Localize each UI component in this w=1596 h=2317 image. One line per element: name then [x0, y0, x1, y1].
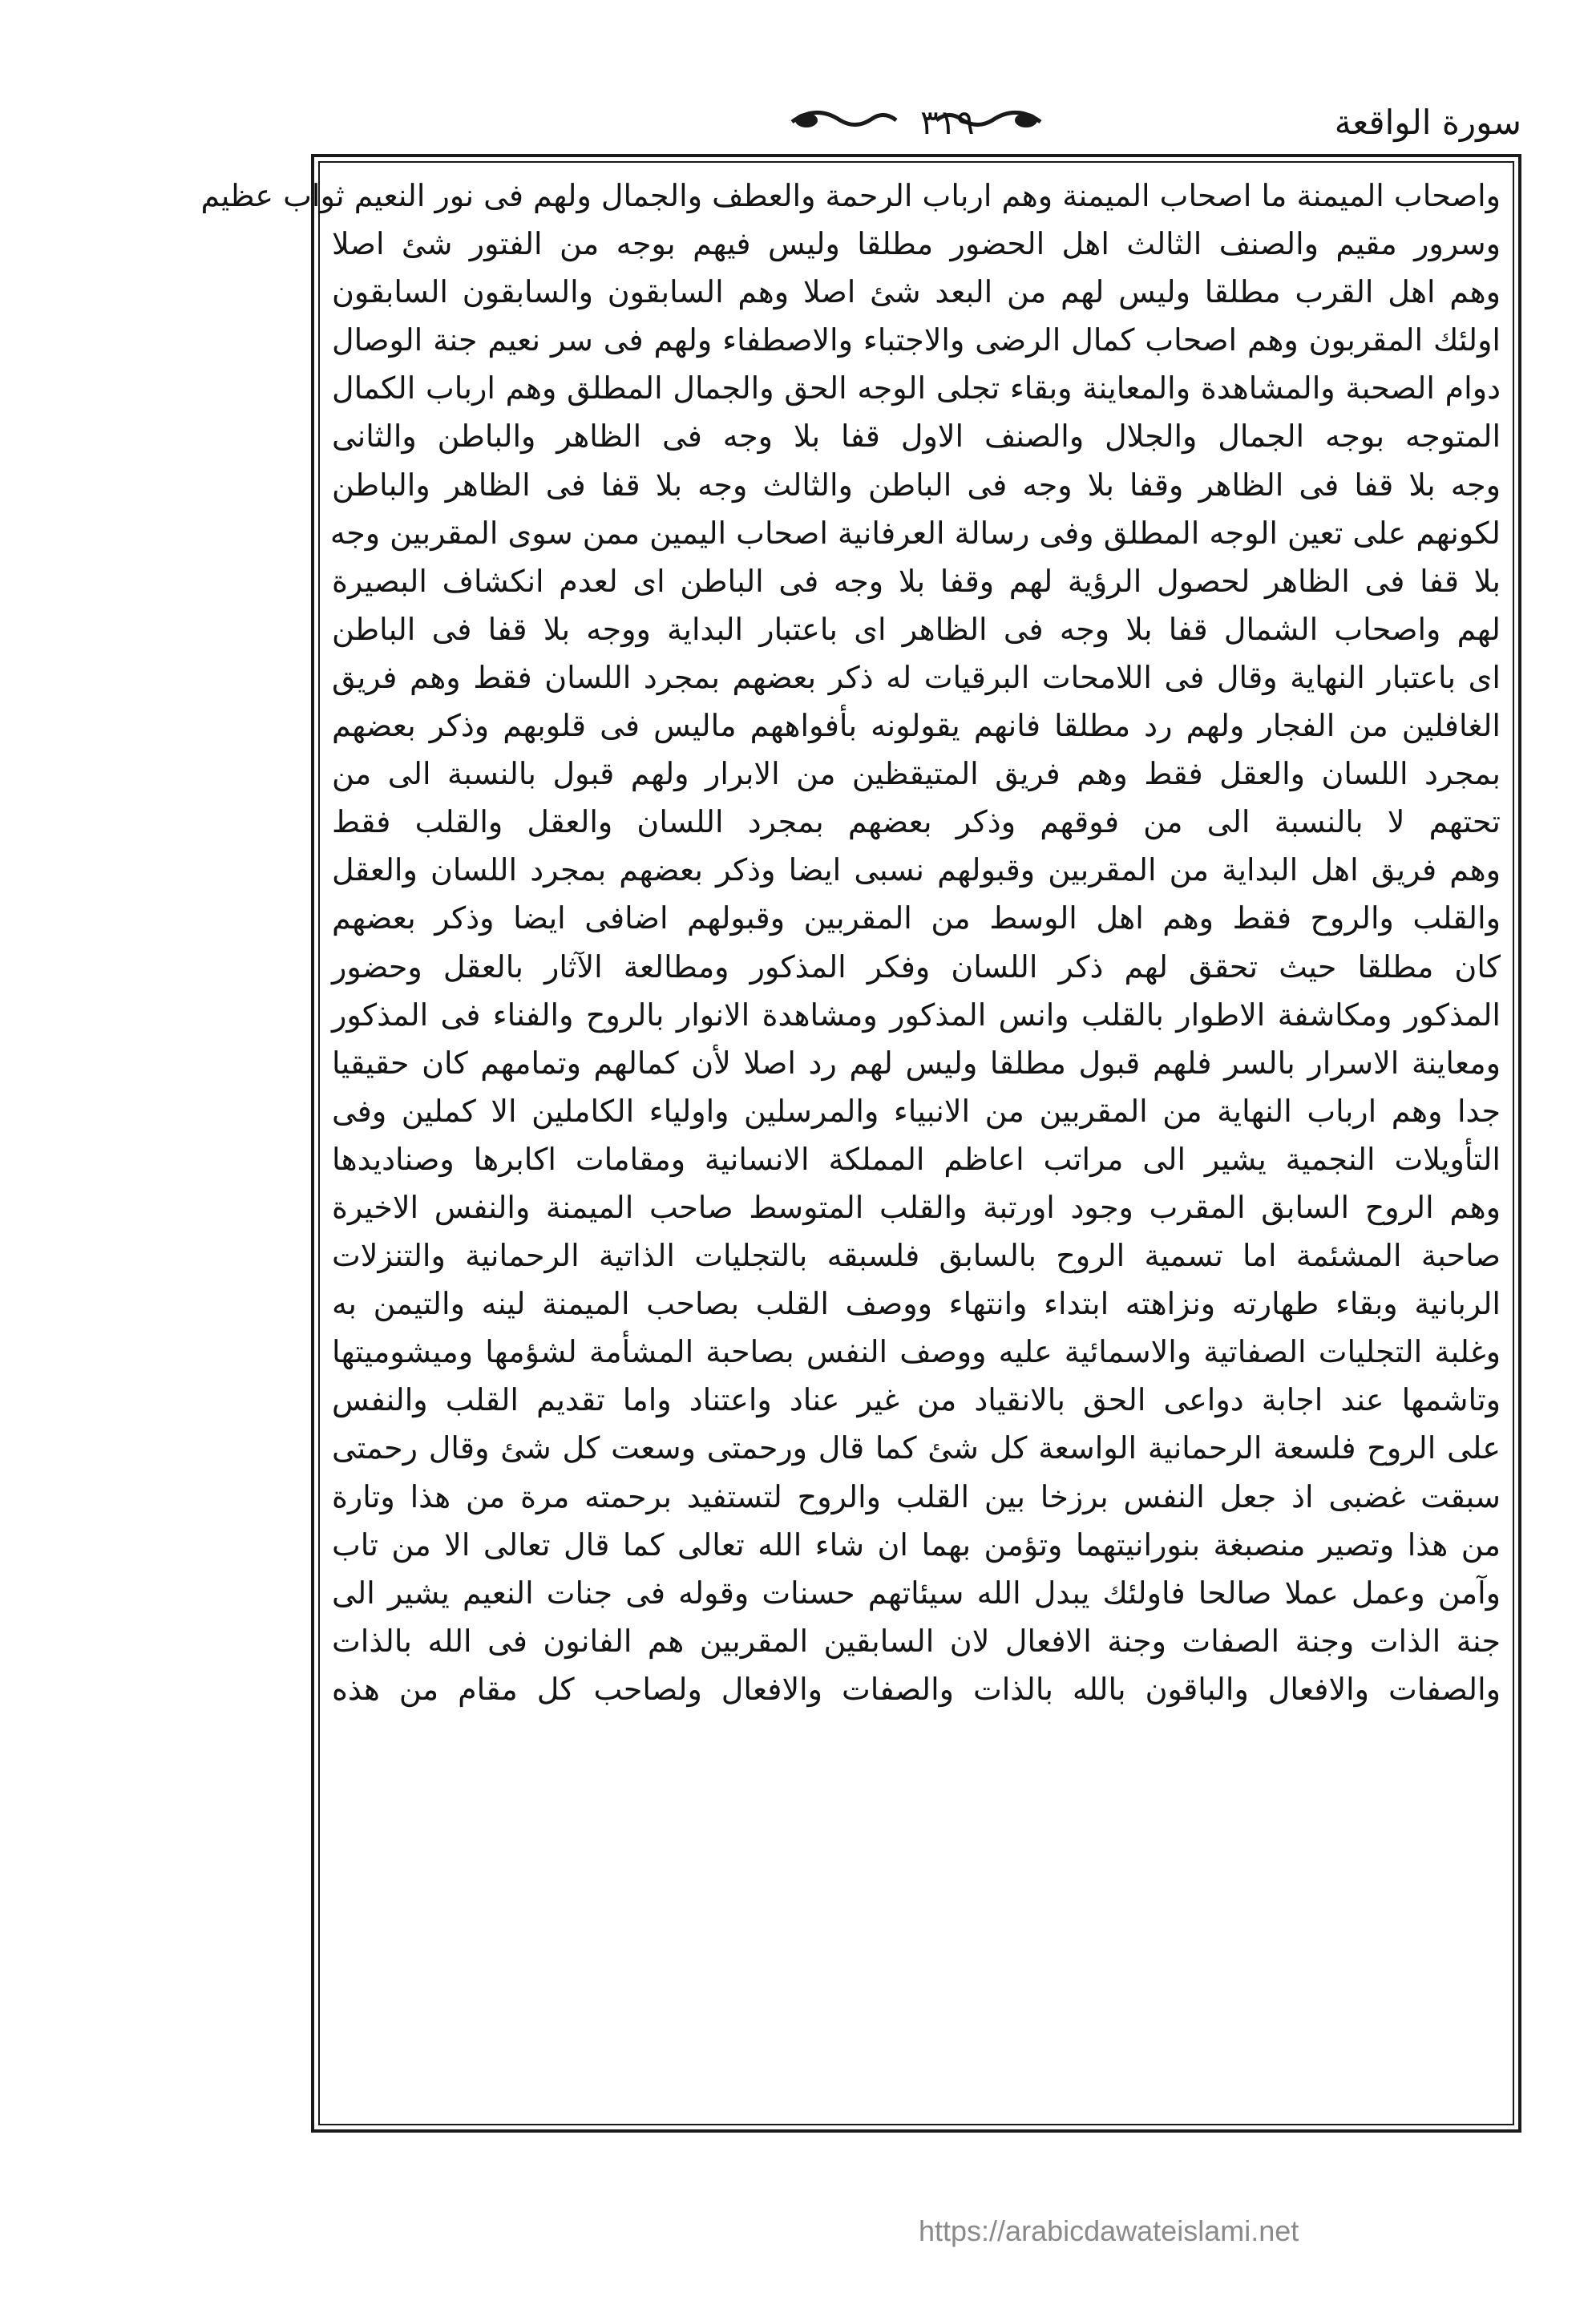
page-number-ornament-icon: [784, 96, 1049, 144]
page-header: [311, 96, 1521, 152]
text-line: وتاشمها عند اجابة دواعى الحق بالانقياد من غير عناد واعتناد واما تقديم القلب والنفس: [332, 1382, 1501, 1418]
surah-title: سورة الواقعة: [1334, 103, 1521, 142]
text-frame: [200, 154, 1521, 2133]
text-line: جنة الذات وجنة الصفات وجنة الافعال لان السابقين المقربين هم الفانون فى الله بالذات: [332, 1623, 1501, 1659]
text-line: لهم واصحاب الشمال قفا بلا وجه فى الظاهر اى باعتبار البداية ووجه بلا قفا فى الباطن: [332, 611, 1501, 647]
text-line: على الروح فلسعة الرحمانية الواسعة كل شئ كما قال ورحمتى وسعت كل شئ وقال رحمتى: [332, 1430, 1501, 1466]
page-number: ٣١٩: [920, 103, 975, 142]
text-line: التأويلات النجمية يشير الى مراتب اعاظم المملكة الانسانية ومقامات اكابرها وصناديدها: [332, 1141, 1501, 1177]
text-line: الربانية وبقاء طهارته ونزاهته ابتداء وانتهاء ووصف القلب بصاحب الميمنة لينه والتيمن به: [332, 1286, 1501, 1322]
text-line: وهم الروح السابق المقرب وجود اورتبة والقلب المتوسط صاحب الميمنة والنفس الاخيرة: [332, 1189, 1501, 1225]
text-line: اولئك المقربون وهم اصحاب كمال الرضى والاجتباء والاصطفاء ولهم فى سر نعيم جنة الوصال: [332, 322, 1501, 358]
text-line: المتوجه بوجه الجمال والجلال والصنف الاول قفا بلا وجه فى الظاهر والباطن والثانى: [332, 419, 1501, 455]
text-line: دوام الصحبة والمشاهدة والمعاينة وبقاء تجلى الوجه الحق والجمال المطلق وهم ارباب الكمال: [332, 370, 1501, 406]
text-line: سبقت غضبى اذ جعل النفس برزخا بين القلب والروح لتستفيد برحمته مرة من هذا وتارة: [332, 1478, 1501, 1514]
watermark: https://arabicdawateislami.net: [919, 2214, 1299, 2247]
text-line: وهم اهل القرب مطلقا وليس لهم من البعد شئ اصلا وهم السابقون والسابقون السابقون: [332, 274, 1501, 310]
text-line: لكونهم على تعين الوجه المطلق وفى رسالة العرفانية اصحاب اليمين ممن سوى المقربين وجه: [329, 515, 1501, 551]
text-line: كان مطلقا حيث تحقق لهم ذكر اللسان وفكر المذكور ومطالعة الآثار بالعقل وحضور: [332, 948, 1501, 985]
text-line: واصحاب الميمنة ما اصحاب الميمنة وهم ارباب الرحمة والعطف والجمال ولهم فى نور النعيم ثواب عظيم: [200, 178, 1501, 213]
text-line: وغلبة التجليات الصفاتية والاسمائية عليه ووصف النفس بصاحبة المشأمة لشؤمها وميشوميتها: [332, 1334, 1501, 1370]
text-line: المذكور ومكاشفة الاطوار بالقلب وانس المذكور ومشاهدة الانوار بالروح والفناء فى المذكور: [332, 997, 1501, 1033]
text-line: والصفات والافعال والباقون بالله بالذات والصفات والافعال ولصاحب كل مقام من هذه: [332, 1671, 1501, 1707]
text-line: تحتهم لا بالنسبة الى من فوقهم وذكر بعضهم بمجرد اللسان والعقل والقلب فقط: [332, 804, 1501, 840]
text-line: من هذا وتصير منصبغة بنورانيتهما وتؤمن بهما ان شاء الله تعالى كما قال تعالى الا من تاب: [332, 1526, 1501, 1563]
text-line: بلا قفا فى الظاهر لحصول الرؤية لهم وقفا بلا وجه فى الباطن اى لعدم انكشاف البصيرة: [332, 563, 1501, 599]
text-line: ومعاينة الاسرار بالسر فلهم قبول مطلقا وليس لهم رد اصلا لأن كمالهم وتمامهم كان حقيقيا: [332, 1045, 1501, 1081]
text-line: وجه بلا قفا فى الظاهر وقفا بلا وجه فى الباطن والثالث وجه بلا قفا فى الظاهر والباطن: [332, 467, 1501, 503]
text-body: [200, 172, 1501, 1713]
text-line: الغافلين من الفجار ولهم رد مطلقا فانهم يقولونه بأفواههم ماليس فى قلوبهم وذكر بعضهم: [332, 708, 1501, 744]
text-line: وهم فريق اهل البداية من المقربين وقبولهم نسبى ايضا وذكر بعضهم بمجرد اللسان والعقل: [332, 852, 1501, 888]
text-line: اى باعتبار النهاية وقال فى اللامحات البرقيات له ذكر بعضهم بمجرد اللسان فقط وهم فريق: [332, 659, 1501, 695]
text-line: بمجرد اللسان والعقل فقط وهم فريق المتيقظين من الابرار ولهم قبول بالنسبة الى من: [332, 756, 1501, 792]
text-line: وسرور مقيم والصنف الثالث اهل الحضور مطلقا وليس فيهم بوجه من الفتور شئ اصلا: [332, 226, 1501, 262]
text-line: صاحبة المشئمة اما تسمية الروح بالسابق فلسبقه بالتجليات الذاتية الرحمانية والتنزلات: [332, 1238, 1501, 1274]
text-line: والقلب والروح فقط وهم اهل الوسط من المقربين وقبولهم اضافى ايضا وذكر بعضهم: [332, 900, 1501, 936]
text-line: وآمن وعمل عملا صالحا فاولئك يبدل الله سيئاتهم حسنات وقوله فى جنات النعيم يشير الى: [332, 1575, 1501, 1611]
text-line: جدا وهم ارباب النهاية من المقربين من الانبياء والمرسلين واولياء الكاملين الا كملين وفى: [332, 1093, 1501, 1129]
